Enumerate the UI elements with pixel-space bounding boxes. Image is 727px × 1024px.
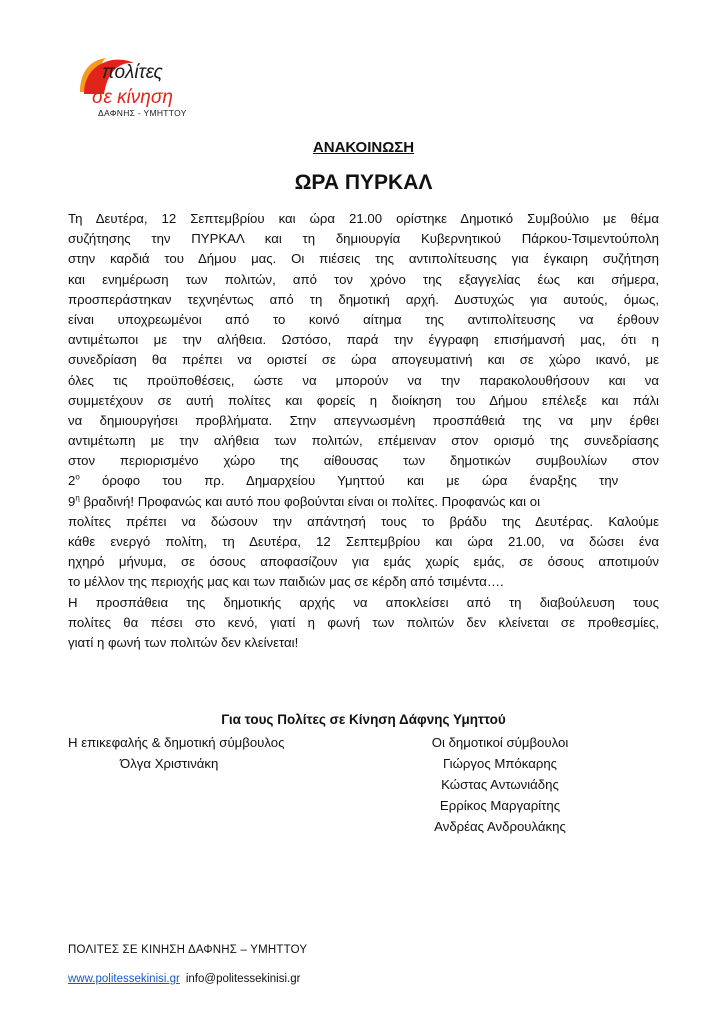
hour-ordinal: 9 bbox=[68, 493, 76, 509]
announcement-body bbox=[68, 209, 659, 653]
body-line: κάθε ενεργό πολίτη, τη Δευτέρα, 12 Σεπτεμβρίου και ώρα 21.00, να δώσει ένα bbox=[68, 534, 659, 549]
body-line: και ενημέρωση των πολιτών, από τον χρόνο της εξαγγελίας έως και σήμερα, bbox=[68, 271, 659, 287]
hour-ordinal-suffix: η bbox=[75, 493, 80, 503]
body-line: στην καρδιά του Δήμου μας. Οι πιέσεις της αντιπολίτευσης για έγκαιρη συζήτηση bbox=[68, 251, 659, 267]
body-line: προσπεράστηκαν τεχνηέντως από τη δημοτική αρχή. Δυστυχώς για αυτούς, όμως, bbox=[68, 291, 659, 307]
councillor-name: Ανδρέας Ανδρουλάκης bbox=[434, 819, 566, 834]
body-line: συμμετέχουν σε αυτή πολίτες και φορείς η διοίκηση του Δήμου επέλεξε και πάλι bbox=[68, 392, 659, 408]
floor-rest: όροφο του πρ. Δημαρχείου Υμηττού και με ώρα έναρξης την bbox=[79, 473, 619, 489]
organization-logo bbox=[76, 54, 196, 120]
logo-subtitle: ΔΑΦΝΗΣ - ΥΜΗΤΤΟΥ bbox=[98, 108, 187, 118]
closing-line: γιατί η φωνή των πολιτών δεν κλείνεται! bbox=[68, 634, 299, 650]
body-line: στον περιορισμένο χώρο της αίθουσας των δημοτικών συμβουλίων στον bbox=[68, 453, 659, 469]
body-line: συζήτησης την ΠΥΡΚΑΛ και τη δημιουργία Κυβερνητικού Πάρκου-Τσιμεντούπολη bbox=[68, 231, 659, 247]
footer-links bbox=[68, 973, 300, 985]
logo-line1: πολίτες bbox=[102, 62, 163, 83]
body-line-hour bbox=[68, 492, 659, 512]
closing-line: Η προσπάθεια της δημοτικής αρχής να αποκλείσει από τη διαβούλευση τους bbox=[68, 594, 659, 610]
body-line: Τη Δευτέρα, 12 Σεπτεμβρίου και ώρα 21.00 ορίστηκε Δημοτικό Συμβούλιο με θέμα bbox=[68, 211, 659, 226]
closing-line: πολίτες θα πέσει στο κενό, γιατί η φωνή των πολιτών δεν κλείνεται σε προθεσμίες, bbox=[68, 614, 659, 630]
signature-right bbox=[400, 732, 600, 837]
body-line-floor bbox=[68, 471, 659, 491]
website-link[interactable]: www.politessekinisi.gr bbox=[68, 973, 180, 985]
councillor-name: Γιώργος Μπόκαρης bbox=[442, 756, 558, 771]
announcement-heading: ΑΝΑΚΟΙΝΩΣΗ bbox=[312, 139, 415, 156]
footer-organization: ΠΟΛΙΤΕΣ ΣΕ ΚΙΝΗΣΗ ΔΑΦΝΗΣ – ΥΜΗΤΤΟΥ bbox=[68, 944, 308, 956]
logo-line2: σε κίνηση bbox=[92, 87, 173, 108]
left-name: Όλγα Χριστινάκη bbox=[120, 756, 219, 771]
body-line: όλες τις προϋποθέσεις, ώστε να μπορούν να την παρακολουθήσουν και να bbox=[68, 372, 659, 388]
signature-left bbox=[68, 732, 284, 774]
body-line: αντιμέτωπη με την αλήθεια των πολιτών, επέμειναν στον ορισμό της συνεδρίασης bbox=[68, 433, 659, 449]
left-role: Η επικεφαλής & δημοτική σύμβουλος bbox=[68, 735, 285, 750]
floor-ordinal-suffix: ο bbox=[75, 473, 80, 483]
body-line: ηχηρό μήνυμα, σε όσους αποφασίζουν για εμάς χωρίς εμάς, σε όσους αποτιμούν bbox=[68, 554, 659, 570]
councillor-name: Ερρίκος Μαργαρίτης bbox=[439, 798, 561, 813]
body-line: πολίτες πρέπει να δώσουν την απάντησή τους το βράδυ της Δευτέρας. Καλούμε bbox=[68, 513, 659, 529]
councillor-name: Κώστας Αντωνιάδης bbox=[441, 777, 559, 792]
body-line: συνεδρίαση θα πρέπει να οριστεί σε ώρα απογευματινή και σε χώρο ικανό, με bbox=[68, 352, 659, 368]
signature-title: Για τους Πολίτες σε Κίνηση Δάφνης Υμηττού bbox=[221, 712, 506, 727]
body-line: είναι υποχρεωμένοι από το κοινό αίτημα της αντιπολίτευσης να έρθουν bbox=[68, 311, 659, 327]
announcement-title: ΩΡΑ ΠΥΡΚΑΛ bbox=[294, 171, 433, 194]
floor-ordinal: 2 bbox=[68, 473, 76, 489]
body-line: να δημιουργήσει προβλήματα. Στην απεγνωσμένη προσπάθειά της να μην έρθει bbox=[68, 412, 659, 428]
body-line: αντιμέτωποι με την αλήθεια. Ωστόσο, παρά την έγγραφη επισήμανσή μας, ότι η bbox=[68, 332, 659, 348]
email-address: info@politessekinisi.gr bbox=[185, 973, 301, 985]
body-line: το μέλλον της περιοχής μας και των παιδιών μας σε κέρδη από τσιμέντα…. bbox=[68, 574, 504, 590]
hour-rest: βραδινή! Προφανώς και αυτό που φοβούνται είναι οι πολίτες. Προφανώς και οι bbox=[79, 493, 541, 509]
right-role: Οι δημοτικοί σύμβουλοι bbox=[431, 735, 569, 750]
